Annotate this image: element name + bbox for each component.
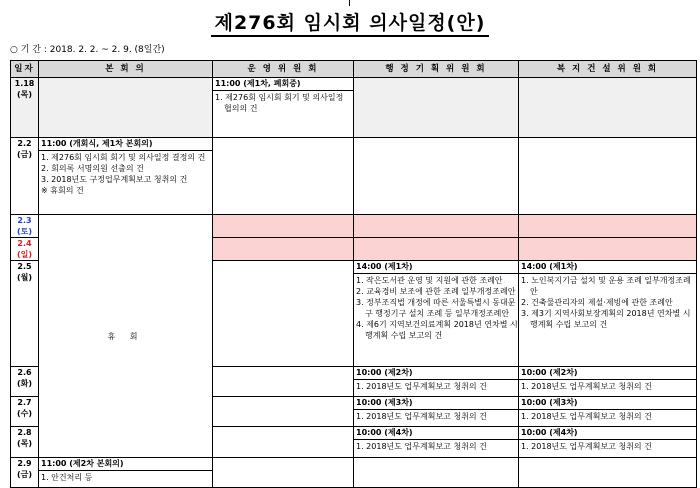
plenary-cell [39, 138, 213, 215]
agenda-item: 4. 제6기 지역보건의료계획 2018년 연차별 시행계획 수립 보고의 건 [356, 320, 518, 340]
operation-cell [213, 138, 354, 215]
admin-cell [354, 78, 519, 138]
operation-cell [213, 215, 354, 238]
date-cell: 2.7 (수) [11, 397, 39, 427]
table-row [11, 78, 697, 138]
header-admin: 행 정 기 획 위 원 회 [354, 61, 519, 78]
admin-cell [354, 238, 519, 261]
agenda-item: 1. 안건처리 등 [41, 473, 93, 482]
page-top-mark [349, 0, 350, 6]
welfare-cell [519, 215, 697, 238]
agenda-list [519, 440, 696, 452]
admin-cell [354, 427, 519, 458]
agenda-item: 1. 2018년도 업무계획보고 청취의 건 [356, 442, 487, 451]
agenda-list [519, 380, 696, 392]
date-cell: 2.9 (금) [11, 458, 39, 488]
date-cell: 1.18 (목) [11, 78, 39, 138]
schedule-table [10, 60, 697, 488]
date-cell: 2.8 (목) [11, 427, 39, 458]
table-row [11, 138, 697, 215]
admin-cell [354, 367, 519, 397]
session-heading: 14:00 (제1차) [519, 261, 696, 274]
session-heading: 11:00 (제2차 본회의) [39, 458, 212, 471]
header-operation: 운 영 위 원 회 [213, 61, 354, 78]
session-heading: 10:00 (제3차) [354, 397, 518, 410]
session-heading: 10:00 (제2차) [354, 367, 518, 380]
admin-cell [354, 138, 519, 215]
agenda-item: 3. 정부조직법 개정에 따른 서울특별시 동대문구 행정기구 설치 조례 등 일부개정조례안 [356, 298, 516, 318]
page-title: 제276회 임시회 의사일정(안) [0, 8, 700, 35]
session-heading: 11:00 (개회식, 제1차 본회의) [39, 138, 212, 151]
session-heading: 10:00 (제4차) [519, 427, 696, 440]
agenda-item: 1. 제276회 임시회 회기 및 의사일정 협의의 건 [215, 93, 344, 113]
admin-cell [354, 397, 519, 427]
agenda-list [39, 151, 212, 196]
recess-cell: 휴 회 [39, 215, 213, 458]
header-row [11, 61, 697, 78]
agenda-item: 1. 제276회 임시회 회기 및 의사일정 결정의 건 [41, 153, 206, 162]
operation-cell [213, 238, 354, 261]
date-cell: 2.4 (일) [11, 238, 39, 261]
operation-cell [213, 78, 354, 138]
date-cell: 2.6 (화) [11, 367, 39, 397]
operation-cell [213, 458, 354, 488]
agenda-item: 1. 노인복지기금 설치 및 운용 조례 일부개정조례안 [521, 276, 691, 296]
operation-cell [213, 397, 354, 427]
plenary-cell [39, 78, 213, 138]
session-heading: 10:00 (제3차) [519, 397, 696, 410]
welfare-cell [519, 427, 697, 458]
operation-cell [213, 367, 354, 397]
agenda-list [519, 410, 696, 422]
agenda-item: 1. 2018년도 업무계획보고 청취의 건 [356, 382, 487, 391]
header-plenary: 본 회 의 [39, 61, 213, 78]
date-cell: 2.5 (월) [11, 261, 39, 367]
agenda-list [354, 380, 518, 392]
agenda-list [213, 91, 353, 114]
admin-cell [354, 261, 519, 367]
welfare-cell [519, 138, 697, 215]
welfare-cell [519, 78, 697, 138]
agenda-list [519, 274, 696, 330]
session-heading: 10:00 (제4차) [354, 427, 518, 440]
agenda-list [354, 410, 518, 422]
session-period: ○ 기 간 : 2018. 2. 2. ~ 2. 9. (8일간) [10, 45, 165, 55]
welfare-cell [519, 238, 697, 261]
table-row [11, 215, 697, 238]
session-heading: 11:00 (제1차, 폐회중) [213, 78, 353, 91]
welfare-cell [519, 261, 697, 367]
agenda-list [354, 274, 518, 341]
agenda-list [39, 471, 212, 483]
welfare-cell [519, 397, 697, 427]
agenda-item: 1. 2018년도 업무계획보고 청취의 건 [356, 412, 487, 421]
welfare-cell [519, 458, 697, 488]
agenda-item: 3. 제3기 지역사회보장계획의 2018년 연차별 시행계획 수립 보고의 건 [521, 309, 691, 329]
session-heading: 10:00 (제2차) [519, 367, 696, 380]
agenda-item: 3. 2018년도 구정업무계획보고 청취의 건 [41, 175, 188, 184]
plenary-cell [39, 458, 213, 488]
agenda-list [354, 440, 518, 452]
agenda-item: 1. 2018년도 업무계획보고 청취의 건 [521, 412, 652, 421]
date-cell: 2.2 (금) [11, 138, 39, 215]
table-row [11, 458, 697, 488]
operation-cell [213, 427, 354, 458]
session-heading: 14:00 (제1차) [354, 261, 518, 274]
welfare-cell [519, 367, 697, 397]
agenda-item: 1. 2018년도 업무계획보고 청취의 건 [521, 442, 652, 451]
agenda-item: 2. 건축물관리자의 제설·제빙에 관한 조례안 [521, 298, 673, 307]
agenda-item: 1. 작은도서관 운영 및 지원에 관한 조례안 [356, 276, 503, 285]
admin-cell [354, 458, 519, 488]
agenda-item: 1. 2018년도 업무계획보고 청취의 건 [521, 382, 652, 391]
header-welfare: 복 지 건 설 위 원 회 [519, 61, 697, 78]
date-cell: 2.3 (토) [11, 215, 39, 238]
header-date: 일자 [11, 61, 39, 78]
admin-cell [354, 215, 519, 238]
operation-cell [213, 261, 354, 367]
agenda-item: 2. 교육경비 보조에 관한 조례 일부개정조례안 [356, 287, 516, 296]
agenda-item: 2. 회의록 서명의원 선출의 건 [41, 164, 144, 173]
agenda-item: ※ 휴회의 건 [41, 186, 84, 195]
